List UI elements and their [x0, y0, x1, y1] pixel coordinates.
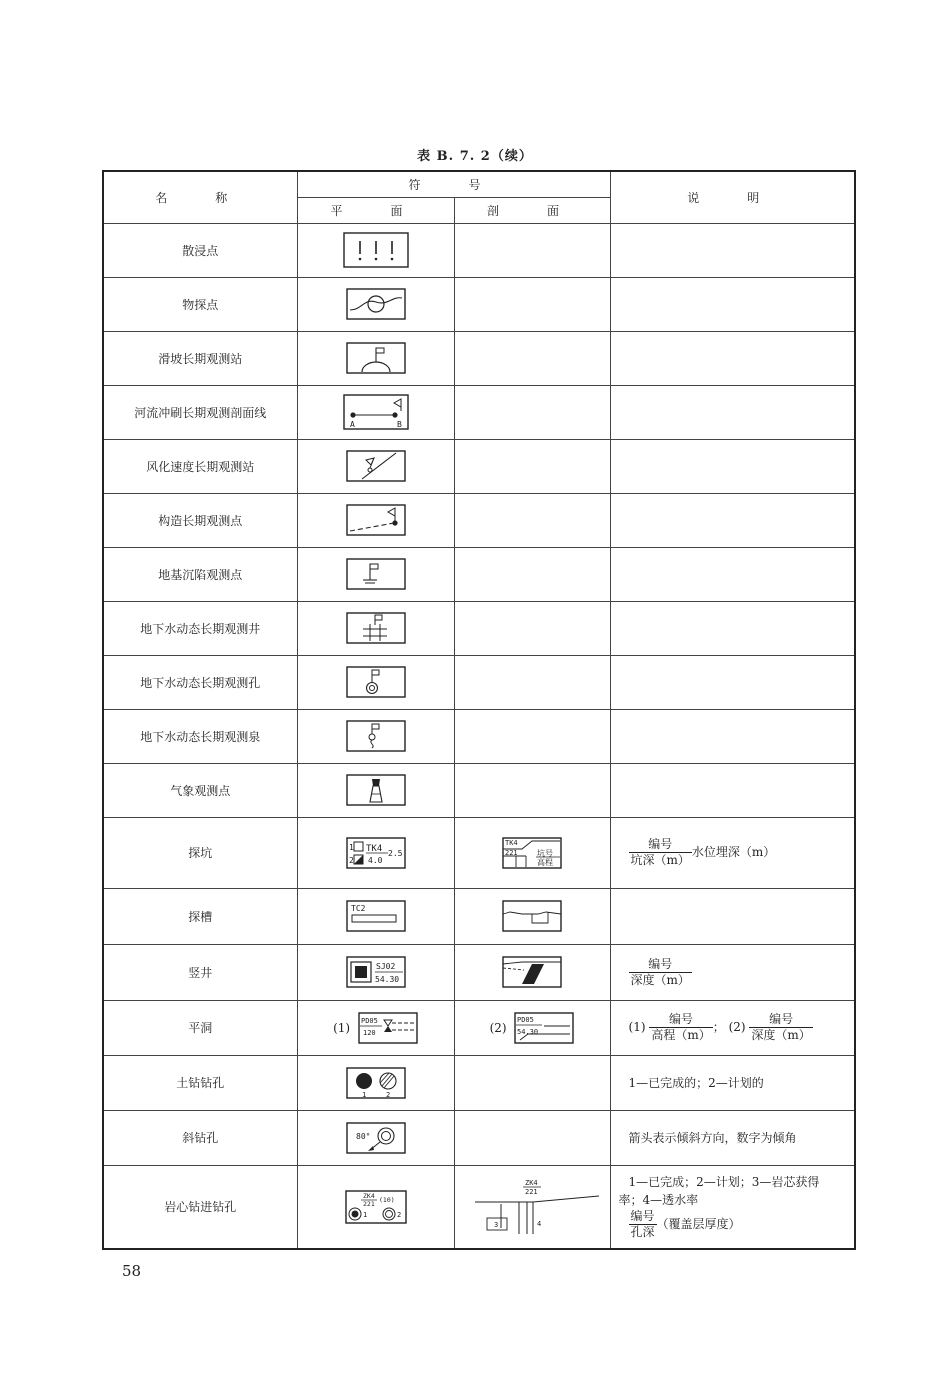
pit-sec-n: 221 [505, 848, 518, 857]
plan-cell [297, 493, 454, 547]
shaft-desc-den: 深度（m） [630, 972, 690, 987]
desc-cell [610, 223, 855, 277]
section-cell [454, 1000, 610, 1055]
adit-desc-num1: 编号 [649, 1012, 712, 1028]
row-name: 竖井 [103, 944, 297, 1000]
groundwater-well-symbol [346, 612, 406, 644]
pit-sec-code: TK4 [505, 838, 518, 847]
shaft-code: SJ02 [375, 962, 395, 971]
row-name: 地下水动态长期观测孔 [103, 655, 297, 709]
header-name: 名 称 [103, 171, 297, 223]
desc-cell [610, 547, 855, 601]
soil-drill-n2: 2 [385, 1090, 390, 1099]
section-cell [454, 1110, 610, 1165]
page-number: 58 [122, 1262, 142, 1280]
adit-desc-sep: ； [712, 1020, 725, 1034]
plan-cell [297, 1165, 454, 1249]
adit-section-label: (2) [489, 1020, 507, 1035]
row-name: 土钻钻孔 [103, 1055, 297, 1110]
section-cell [454, 547, 610, 601]
section-cell [454, 493, 610, 547]
inclined-angle: 80° [355, 1131, 370, 1141]
adit-desc-p2: (2) [728, 1020, 746, 1034]
adit-plan-symbol [358, 1012, 418, 1044]
desc-cell [610, 439, 855, 493]
core-desc-line2: 率；4—透水率 [618, 1193, 699, 1208]
core-desc-suffix: （覆盖层厚度） [656, 1217, 741, 1232]
test-pit-section-symbol [502, 837, 562, 869]
section-cell [454, 277, 610, 331]
pit-sec-label1: 坑号 [537, 848, 553, 858]
section-cell [454, 439, 610, 493]
plan-cell [297, 277, 454, 331]
desc-cell [610, 601, 855, 655]
section-cell [454, 385, 610, 439]
shaft-plan-symbol [346, 956, 406, 988]
desc-cell [610, 277, 855, 331]
trench-plan-symbol [346, 900, 406, 932]
point-b-label: B [396, 420, 402, 429]
shaft-value: 54.30 [374, 975, 399, 984]
core-desc-fraction [629, 1209, 657, 1240]
adit-desc-num2: 编号 [749, 1012, 812, 1028]
groundwater-hole-symbol [346, 666, 406, 698]
core-desc-num: 编号 [630, 1209, 655, 1224]
plan-cell [297, 817, 454, 888]
section-cell [454, 763, 610, 817]
meteorological-point-symbol [346, 774, 406, 806]
desc-cell [610, 944, 855, 1000]
plan-cell [297, 331, 454, 385]
row-name: 平洞 [103, 1000, 297, 1055]
pit-num1: 1 [348, 842, 354, 852]
plan-cell [297, 223, 454, 277]
pit-desc-suffix: 水位埋深（m） [691, 845, 776, 859]
pit-desc-num: 编号 [629, 837, 692, 853]
header-symbol: 符 号 [297, 171, 610, 197]
structure-point-symbol [346, 504, 406, 536]
core-plan-n1: 1 [362, 1210, 367, 1219]
pit-num2: 2 [348, 855, 354, 865]
point-a-label: A [349, 420, 355, 429]
core-sec-n4: 4 [537, 1219, 542, 1228]
plan-cell [297, 1000, 454, 1055]
section-cell [454, 331, 610, 385]
adit-sec-code: PD05 [517, 1015, 535, 1024]
section-cell [454, 944, 610, 1000]
header-desc: 说 明 [610, 171, 855, 223]
adit-sec-value: 54.30 [517, 1027, 539, 1036]
seepage-point-symbol [343, 232, 409, 268]
plan-cell [297, 439, 454, 493]
plan-cell [297, 1055, 454, 1110]
core-plan-n: 221 [362, 1199, 375, 1208]
row-name: 物探点 [103, 277, 297, 331]
pit-desc-den: 坑深（m） [630, 853, 690, 867]
pit-desc-fraction [629, 837, 692, 868]
core-desc-line1: 1—已完成；2—计划；3—岩芯获得 [628, 1175, 820, 1190]
groundwater-spring-symbol [346, 720, 406, 752]
pit-val2: 4.0 [367, 855, 382, 865]
adit-desc-den2: 深度（m） [751, 1028, 811, 1042]
adit-desc-fraction1 [649, 1012, 712, 1043]
geophysical-point-symbol [346, 288, 406, 320]
core-sec-n3: 3 [494, 1220, 499, 1229]
row-name: 地下水动态长期观测井 [103, 601, 297, 655]
soil-drill-plan-symbol [346, 1067, 406, 1099]
core-drill-plan-symbol [345, 1190, 407, 1224]
section-cell [454, 601, 610, 655]
adit-desc-den1: 高程（m） [651, 1028, 711, 1042]
row-name: 滑坡长期观测站 [103, 331, 297, 385]
subsidence-point-symbol [346, 558, 406, 590]
header-section: 剖 面 [454, 197, 610, 223]
section-cell [454, 223, 610, 277]
desc-cell [610, 763, 855, 817]
plan-cell [297, 385, 454, 439]
adit-plan-value: 120 [362, 1028, 376, 1037]
pit-code: TK4 [365, 843, 382, 854]
desc-cell [610, 655, 855, 709]
plan-cell [297, 547, 454, 601]
desc-cell [610, 817, 855, 888]
row-name: 探槽 [103, 888, 297, 944]
legend-table [102, 170, 856, 1250]
desc-cell [610, 385, 855, 439]
landslide-station-symbol [346, 342, 406, 374]
desc-cell [610, 1165, 855, 1249]
core-plan-n2: 2 [396, 1210, 401, 1219]
core-desc-den: 孔深 [630, 1225, 655, 1240]
row-name: 气象观测点 [103, 763, 297, 817]
core-sec-code: ZK4 [525, 1178, 538, 1187]
section-cell [454, 817, 610, 888]
section-cell [454, 709, 610, 763]
shaft-desc-num: 编号 [629, 957, 692, 973]
row-name: 岩心钻进钻孔 [103, 1165, 297, 1249]
row-name: 斜钻孔 [103, 1110, 297, 1165]
adit-plan-label: (1) [333, 1020, 351, 1035]
plan-cell [297, 601, 454, 655]
desc-cell: 箭头表示倾斜方向，数字为倾角 [610, 1110, 855, 1165]
test-pit-plan-symbol [346, 837, 406, 869]
header-plan: 平 面 [297, 197, 454, 223]
row-name: 地基沉陷观测点 [103, 547, 297, 601]
plan-cell [297, 944, 454, 1000]
plan-cell [297, 888, 454, 944]
inclined-drill-plan-symbol [346, 1122, 406, 1154]
river-scour-profile-symbol [343, 394, 409, 430]
core-sec-n: 221 [525, 1187, 538, 1196]
desc-cell [610, 331, 855, 385]
plan-cell [297, 763, 454, 817]
shaft-section-symbol [502, 956, 562, 988]
table-caption: 表 B. 7. 2（续） [417, 149, 533, 164]
row-name: 探坑 [103, 817, 297, 888]
trench-code: TC2 [350, 904, 365, 913]
desc-cell [610, 709, 855, 763]
core-plan-code: ZK4 [362, 1191, 375, 1200]
row-name: 地下水动态长期观测泉 [103, 709, 297, 763]
plan-cell [297, 1110, 454, 1165]
desc-cell [610, 888, 855, 944]
pit-val1: 2.5 [387, 848, 402, 858]
section-cell [454, 888, 610, 944]
section-cell [454, 1165, 610, 1249]
desc-cell: 1—已完成的；2—计划的 [610, 1055, 855, 1110]
desc-cell [610, 493, 855, 547]
section-cell [454, 1055, 610, 1110]
core-drill-section-symbol [457, 1176, 607, 1238]
row-name: 构造长期观测点 [103, 493, 297, 547]
section-cell [454, 655, 610, 709]
core-plan-val: (10) [378, 1195, 395, 1204]
desc-cell [610, 1000, 855, 1055]
plan-cell [297, 709, 454, 763]
pit-sec-label2: 高程 [537, 857, 553, 867]
plan-cell [297, 655, 454, 709]
row-name: 风化速度长期观测站 [103, 439, 297, 493]
adit-plan-code: PD05 [360, 1016, 378, 1025]
row-name: 河流冲刷长期观测剖面线 [103, 385, 297, 439]
row-name: 散浸点 [103, 223, 297, 277]
shaft-desc-fraction [629, 957, 692, 988]
adit-desc-fraction2 [749, 1012, 812, 1043]
weathering-station-symbol [346, 450, 406, 482]
adit-section-symbol [514, 1012, 574, 1044]
adit-desc-p1: (1) [628, 1020, 646, 1034]
soil-drill-n1: 1 [361, 1090, 366, 1099]
trench-section-symbol [502, 900, 562, 932]
